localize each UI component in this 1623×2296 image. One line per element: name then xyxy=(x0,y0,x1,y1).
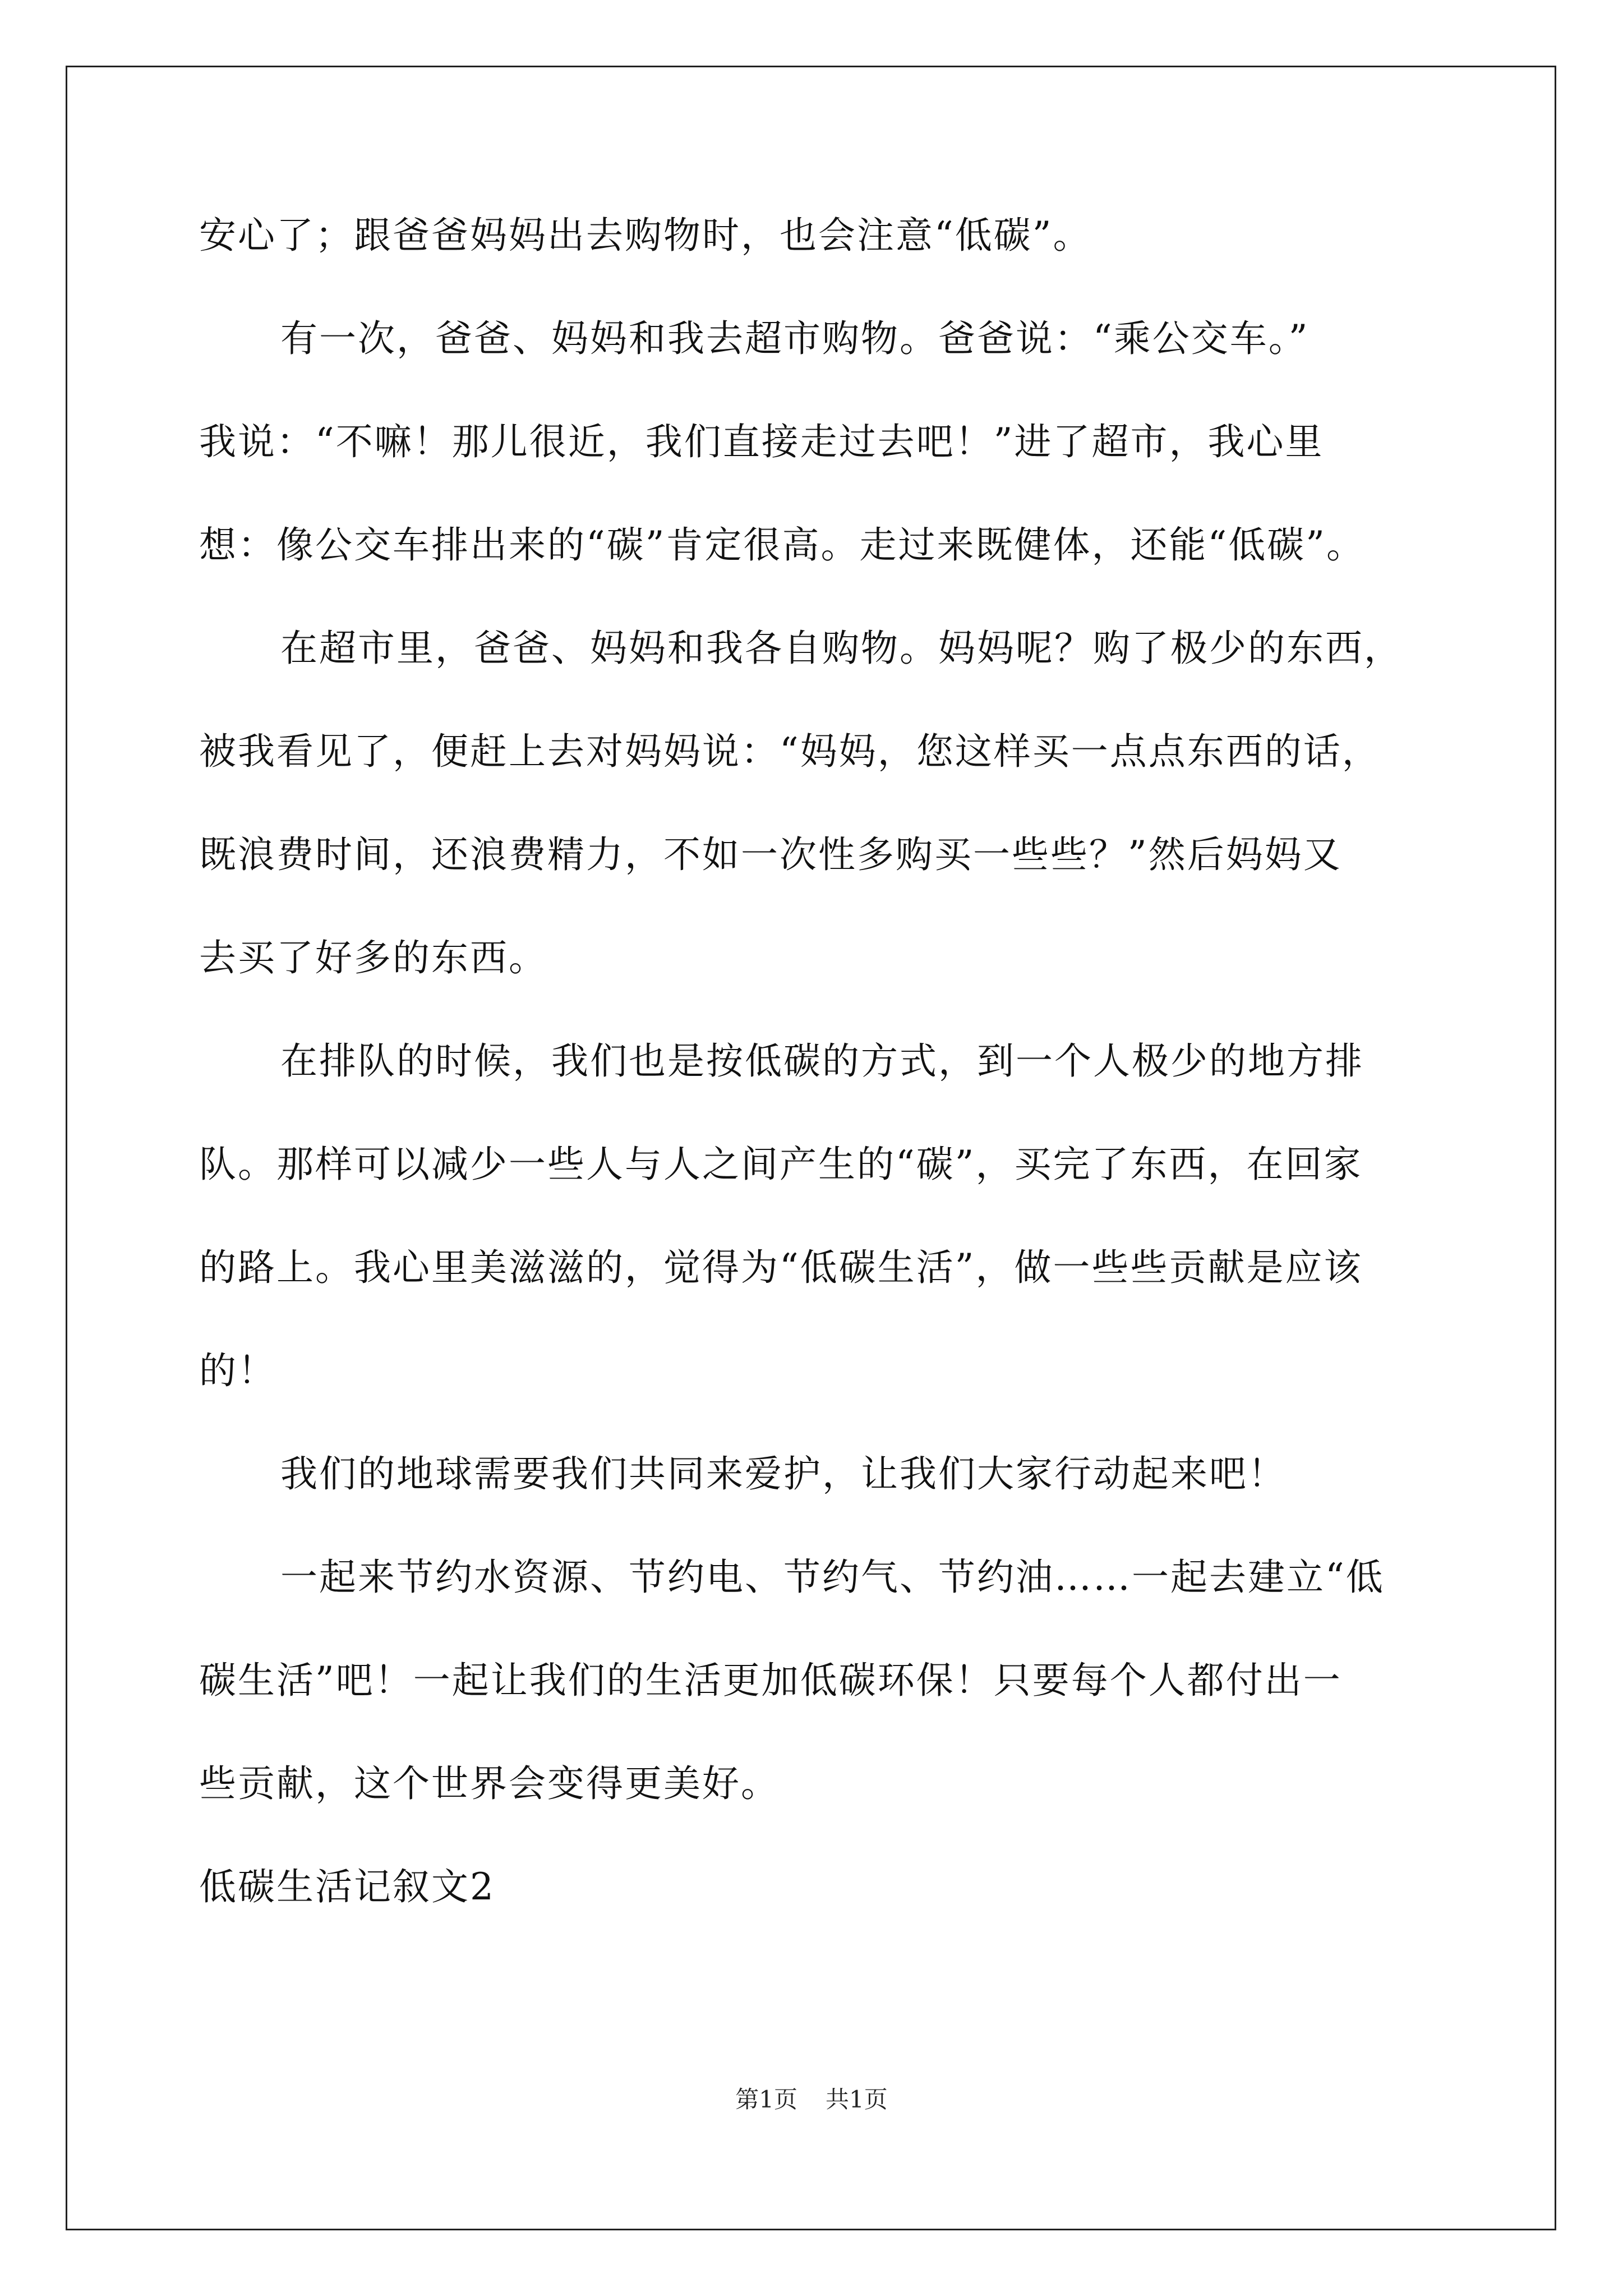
text-line: 有一次，爸爸、妈妈和我去超市购物。爸爸说：“乘公交车。” xyxy=(280,317,1310,360)
text-line: 我们的地球需要我们共同来爱护，让我们大家行动起来吧！ xyxy=(280,1452,1287,1496)
text-line: 的！ xyxy=(199,1349,276,1392)
text-line: 在超市里，爸爸、妈妈和我各自购物。妈妈呢？购了极少的东西， xyxy=(280,627,1403,670)
text-line: 安心了；跟爸爸妈妈出去购物时，也会注意“低碳”。 xyxy=(199,214,1092,257)
text-line: 些贡献，这个世界会变得更美好。 xyxy=(199,1762,780,1805)
text-line: 去买了好多的东西。 xyxy=(199,936,547,979)
text-line: 想：像公交车排出来的“碳”肯定很高。走过来既健体，还能“低碳”。 xyxy=(199,523,1365,567)
text-line: 碳生活”吧！一起让我们的生活更加低碳环保！只要每个人都付出一 xyxy=(199,1659,1342,1702)
page-count: 共1页 xyxy=(826,2086,888,2113)
page-number: 第1页 xyxy=(735,2086,797,2113)
text-line: 在排队的时候，我们也是按低碳的方式，到一个人极少的地方排 xyxy=(280,1039,1364,1083)
text-line: 队。那样可以减少一些人与人之间产生的“碳”，买完了东西，在回家 xyxy=(199,1143,1363,1186)
text-line: 我说：“不嘛！那儿很近，我们直接走过去吧！”进了超市，我心里 xyxy=(199,420,1324,463)
text-line: 既浪费时间，还浪费精力，不如一次性多购买一些些？”然后妈妈又 xyxy=(199,833,1342,876)
text-line: 的路上。我心里美滋滋的，觉得为“低碳生活”，做一些些贡献是应该 xyxy=(199,1246,1363,1289)
text-line: 一起来节约水资源、节约电、节约气、节约油……一起去建立“低 xyxy=(280,1556,1385,1599)
document-body xyxy=(199,210,1455,1965)
page-footer xyxy=(0,2084,1623,2115)
text-line: 被我看见了，便赶上去对妈妈说：“妈妈，您这样买一点点东西的话， xyxy=(199,730,1381,773)
section-heading: 低碳生活记叙文2 xyxy=(199,1865,495,1908)
